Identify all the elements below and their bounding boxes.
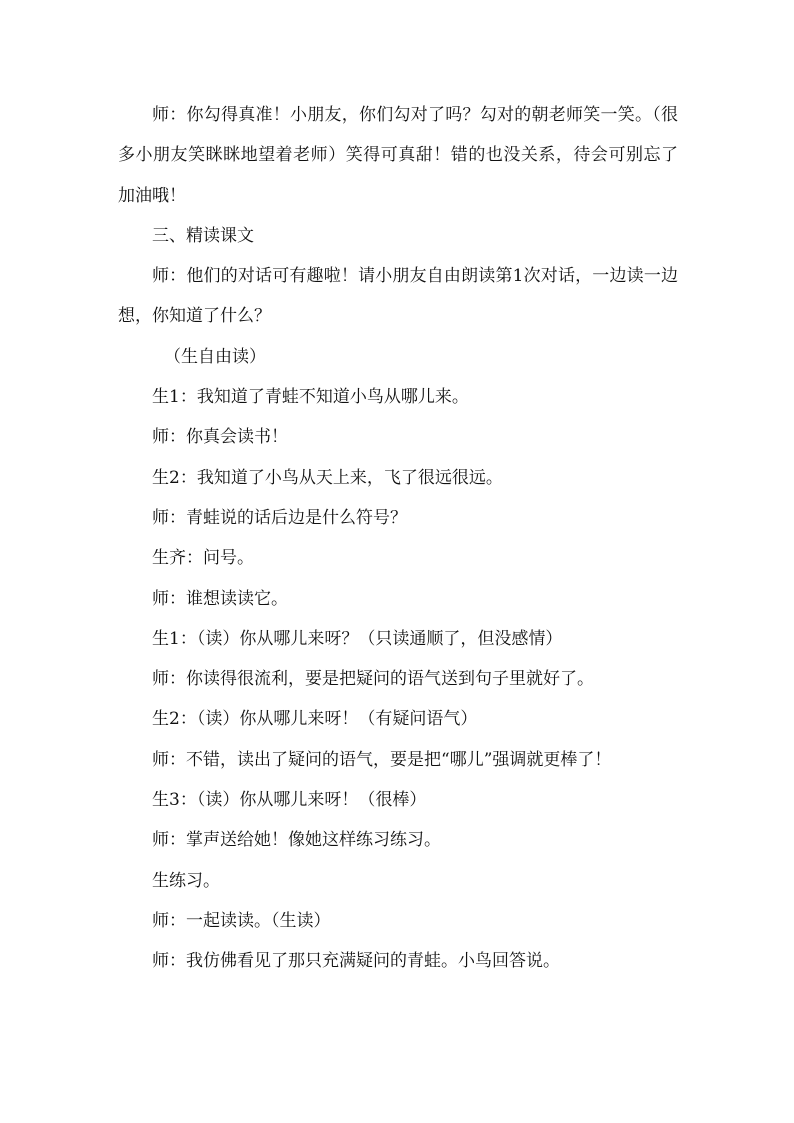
paragraph-dialogue-line: 师：掌声送给她！像她这样练习练习。 bbox=[152, 830, 441, 851]
paragraph-dialogue-line: 师：谁想读读它。 bbox=[152, 588, 288, 609]
paragraph-dialogue-line: 生1：我知道了青蛙不知道小鸟从哪儿来。 bbox=[152, 387, 469, 408]
paragraph-dialogue-line: 生3：（读）你从哪儿来呀！（很棒） bbox=[152, 790, 427, 811]
paragraph-dialogue-line: 生1：（读）你从哪儿来呀？（只读通顺了，但没感情） bbox=[152, 628, 563, 649]
paragraph-dialogue-line: 师：你真会读书！ bbox=[152, 427, 288, 448]
paragraph-dialogue-line: 师：不错，读出了疑问的语气，要是把“哪儿”强调就更棒了！ bbox=[152, 749, 612, 770]
paragraph-dialogue-line: 师：青蛙说的话后边是什么符号？ bbox=[152, 507, 407, 528]
paragraph-teacher-instruction: 师：他们的对话可有趣啦！请小朋友自由朗读第1次对话，一边读一边想，你知道了什么？ bbox=[118, 266, 678, 327]
paragraph-dialogue-line: 生2：我知道了小鸟从天上来，飞了很远很远。 bbox=[152, 467, 503, 488]
paragraph-dialogue-line: 生齐：问号。 bbox=[152, 548, 254, 569]
paragraph-dialogue-line: 师：我仿佛看见了那只充满疑问的青蛙。小鸟回答说。 bbox=[152, 951, 560, 972]
paragraph-teacher-praise: 师：你勾得真准！小朋友，你们勾对了吗？勾对的朝老师笑一笑。（很多小朋友笑眯眯地望着老师）笑得可真甜！错的也没关系，待会可别忘了加油哦！ bbox=[118, 105, 678, 206]
paragraph-dialogue-line: 生2：（读）你从哪儿来呀！（有疑问语气） bbox=[152, 709, 478, 730]
paragraph-dialogue-line: 生练习。 bbox=[152, 870, 220, 891]
paragraph-dialogue-line: 师：一起读读。（生读） bbox=[152, 910, 331, 931]
paragraph-dialogue-line: 师：你读得很流利，要是把疑问的语气送到句子里就好了。 bbox=[152, 669, 594, 690]
paragraph-stage-direction: （生自由读） bbox=[164, 346, 266, 367]
document-body bbox=[118, 95, 678, 982]
section-heading-close-reading: 三、精读课文 bbox=[152, 225, 254, 246]
